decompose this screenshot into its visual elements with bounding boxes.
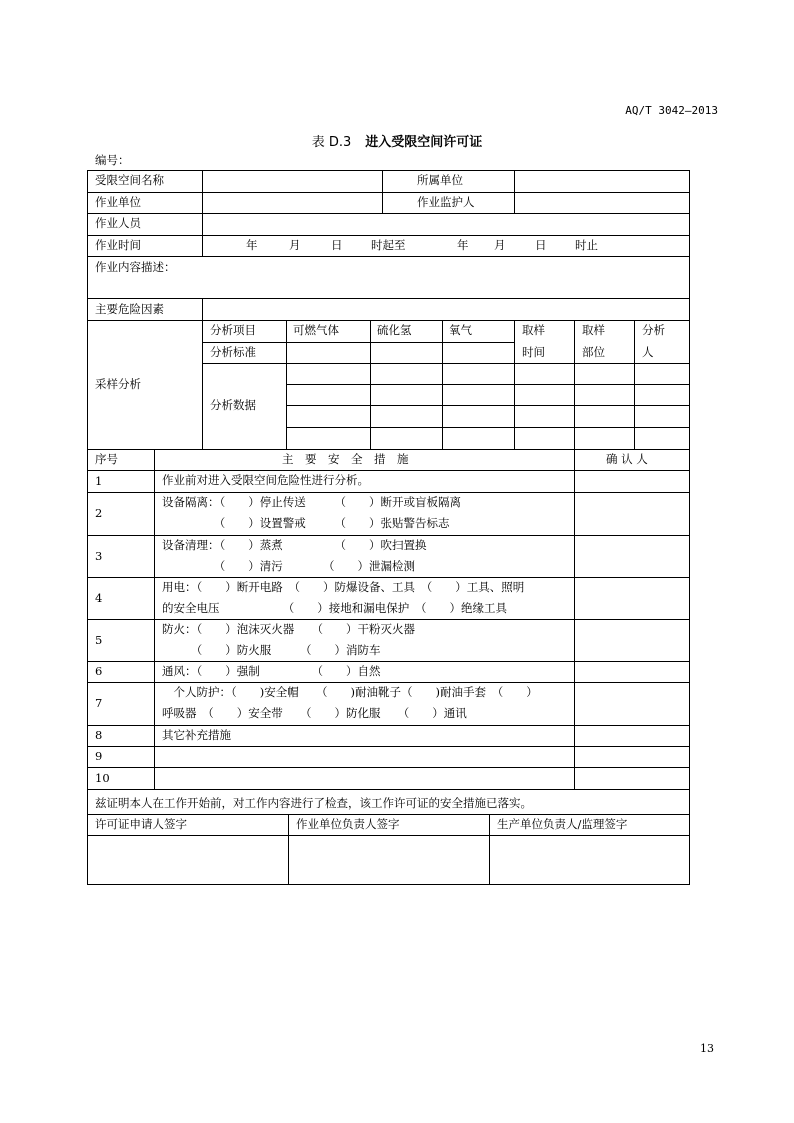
sign-production-field[interactable] (490, 836, 689, 884)
analysis-standard-label: 分析标准 (210, 345, 256, 359)
work-unit-label: 作业单位 (95, 195, 141, 209)
personnel-field[interactable] (202, 214, 689, 234)
sign-production-label: 生产单位负责人/监理签字 (497, 817, 628, 831)
unit-label: 所属单位 (417, 173, 463, 187)
measure-no: 7 (95, 696, 103, 710)
confirm-field[interactable] (575, 620, 689, 661)
sign-workunit-field[interactable] (289, 836, 489, 884)
measure-text: 设备清理：（ ）蒸煮 （ ）吹扫置换 (162, 538, 427, 552)
end-day: 日 (535, 238, 547, 252)
gas-oxygen: 氧气 (449, 323, 472, 337)
content-label: 作业内容描述： (95, 260, 176, 274)
table-number: 表 D.3 (311, 135, 352, 150)
measure-no: 2 (95, 506, 103, 520)
supervisor-label: 作业监护人 (417, 195, 475, 209)
confirm-field[interactable] (575, 726, 689, 746)
sample-loc-1: 取样 (582, 323, 605, 337)
measure-text: 个人防护：（ )安全帽 （ )耐油靴子（ )耐油手套 （ ） (162, 685, 538, 699)
hazards-field[interactable] (202, 299, 689, 319)
end-month: 月 (494, 238, 506, 252)
gas-h2s: 硫化氢 (377, 323, 412, 337)
analysis-item-label: 分析项目 (210, 323, 256, 337)
end-year: 年 (457, 238, 469, 252)
measure-text: （ ）防火服 （ ）消防车 (162, 643, 381, 657)
start-hour: 时起至 (371, 238, 406, 252)
measure-text: 防火：（ ）泡沫灭火器 （ ）干粉灭火器 (162, 622, 415, 636)
start-year: 年 (246, 238, 258, 252)
sample-time-2: 时间 (522, 345, 545, 359)
measures-no-header: 序号 (95, 452, 118, 466)
sign-applicant-label: 许可证申请人签字 (95, 817, 187, 831)
measure-no: 5 (95, 632, 103, 647)
work-time-label: 作业时间 (95, 238, 141, 252)
confirm-field[interactable] (575, 747, 689, 767)
measure-no: 8 (95, 728, 103, 742)
confirm-field[interactable] (575, 578, 689, 619)
standard-number: AQ/T 3042—2013 (625, 104, 718, 117)
end-hour: 时止 (575, 238, 598, 252)
measure-no: 6 (95, 664, 103, 678)
hazards-label: 主要危险因素 (95, 302, 164, 316)
personnel-label: 作业人员 (95, 216, 141, 230)
confirm-field[interactable] (575, 493, 689, 535)
measure-text: （ ）清污 （ ）泄漏检测 (162, 559, 415, 573)
sampling-label: 采样分析 (95, 377, 141, 391)
measure-text: （ ）设置警戒 （ ）张贴警告标志 (162, 516, 450, 530)
page-number: 13 (700, 1042, 714, 1055)
measure-no: 1 (95, 473, 103, 488)
confirm-field[interactable] (575, 662, 689, 682)
confirm-field[interactable] (575, 768, 689, 789)
measure-text: 作业前对进入受限空间危险性进行分析。 (162, 473, 369, 487)
confirm-header: 确 认 人 (606, 452, 648, 466)
measure-text: 呼吸器 （ ）安全带 （ ）防化服 （ ）通讯 (162, 706, 467, 720)
measure-text: 通风：（ ）强制 （ ）自然 (162, 664, 381, 678)
measure-no: 4 (95, 590, 103, 605)
measure-no: 10 (95, 770, 110, 785)
sign-workunit-label: 作业单位负责人签字 (296, 817, 400, 831)
confirm-field[interactable] (575, 536, 689, 577)
space-name-field[interactable] (202, 171, 382, 191)
measure-no: 3 (95, 548, 103, 563)
table-title (0, 131, 794, 150)
measure-text: 设备隔离：（ ）停止传送 （ ）断开或盲板隔离 (162, 495, 461, 509)
measure-text: 其它补充措施 (162, 728, 231, 742)
supervisor-field[interactable] (514, 193, 689, 213)
measures-header: 主 要 安 全 措 施 (282, 452, 409, 466)
confirm-field[interactable] (575, 471, 689, 492)
analyst-2: 人 (642, 345, 654, 359)
sample-time-1: 取样 (522, 323, 545, 337)
measure-text: 用电：（ ）断开电路 （ ）防爆设备、工具 （ ）工具、照明 (162, 580, 525, 594)
form-title: 进入受限空间许可证 (365, 135, 483, 150)
serial-label: 编号： (95, 153, 130, 167)
confirm-field[interactable] (575, 683, 689, 725)
sign-applicant-field[interactable] (88, 836, 288, 884)
start-day: 日 (331, 238, 343, 252)
statement: 兹证明本人在工作开始前，对工作内容进行了检查，该工作许可证的安全措施已落实。 (95, 796, 532, 810)
measure-text: 的安全电压 （ ）接地和漏电保护 （ ）绝缘工具 (162, 601, 507, 615)
unit-field[interactable] (514, 171, 689, 191)
work-unit-field[interactable] (202, 193, 382, 213)
sample-loc-2: 部位 (582, 345, 605, 359)
start-month: 月 (289, 238, 301, 252)
measure-no: 9 (95, 749, 103, 763)
space-name-label: 受限空间名称 (95, 173, 164, 187)
analyst-1: 分析 (642, 323, 665, 337)
gas-combustible: 可燃气体 (293, 323, 339, 337)
analysis-data-label: 分析数据 (210, 398, 256, 412)
